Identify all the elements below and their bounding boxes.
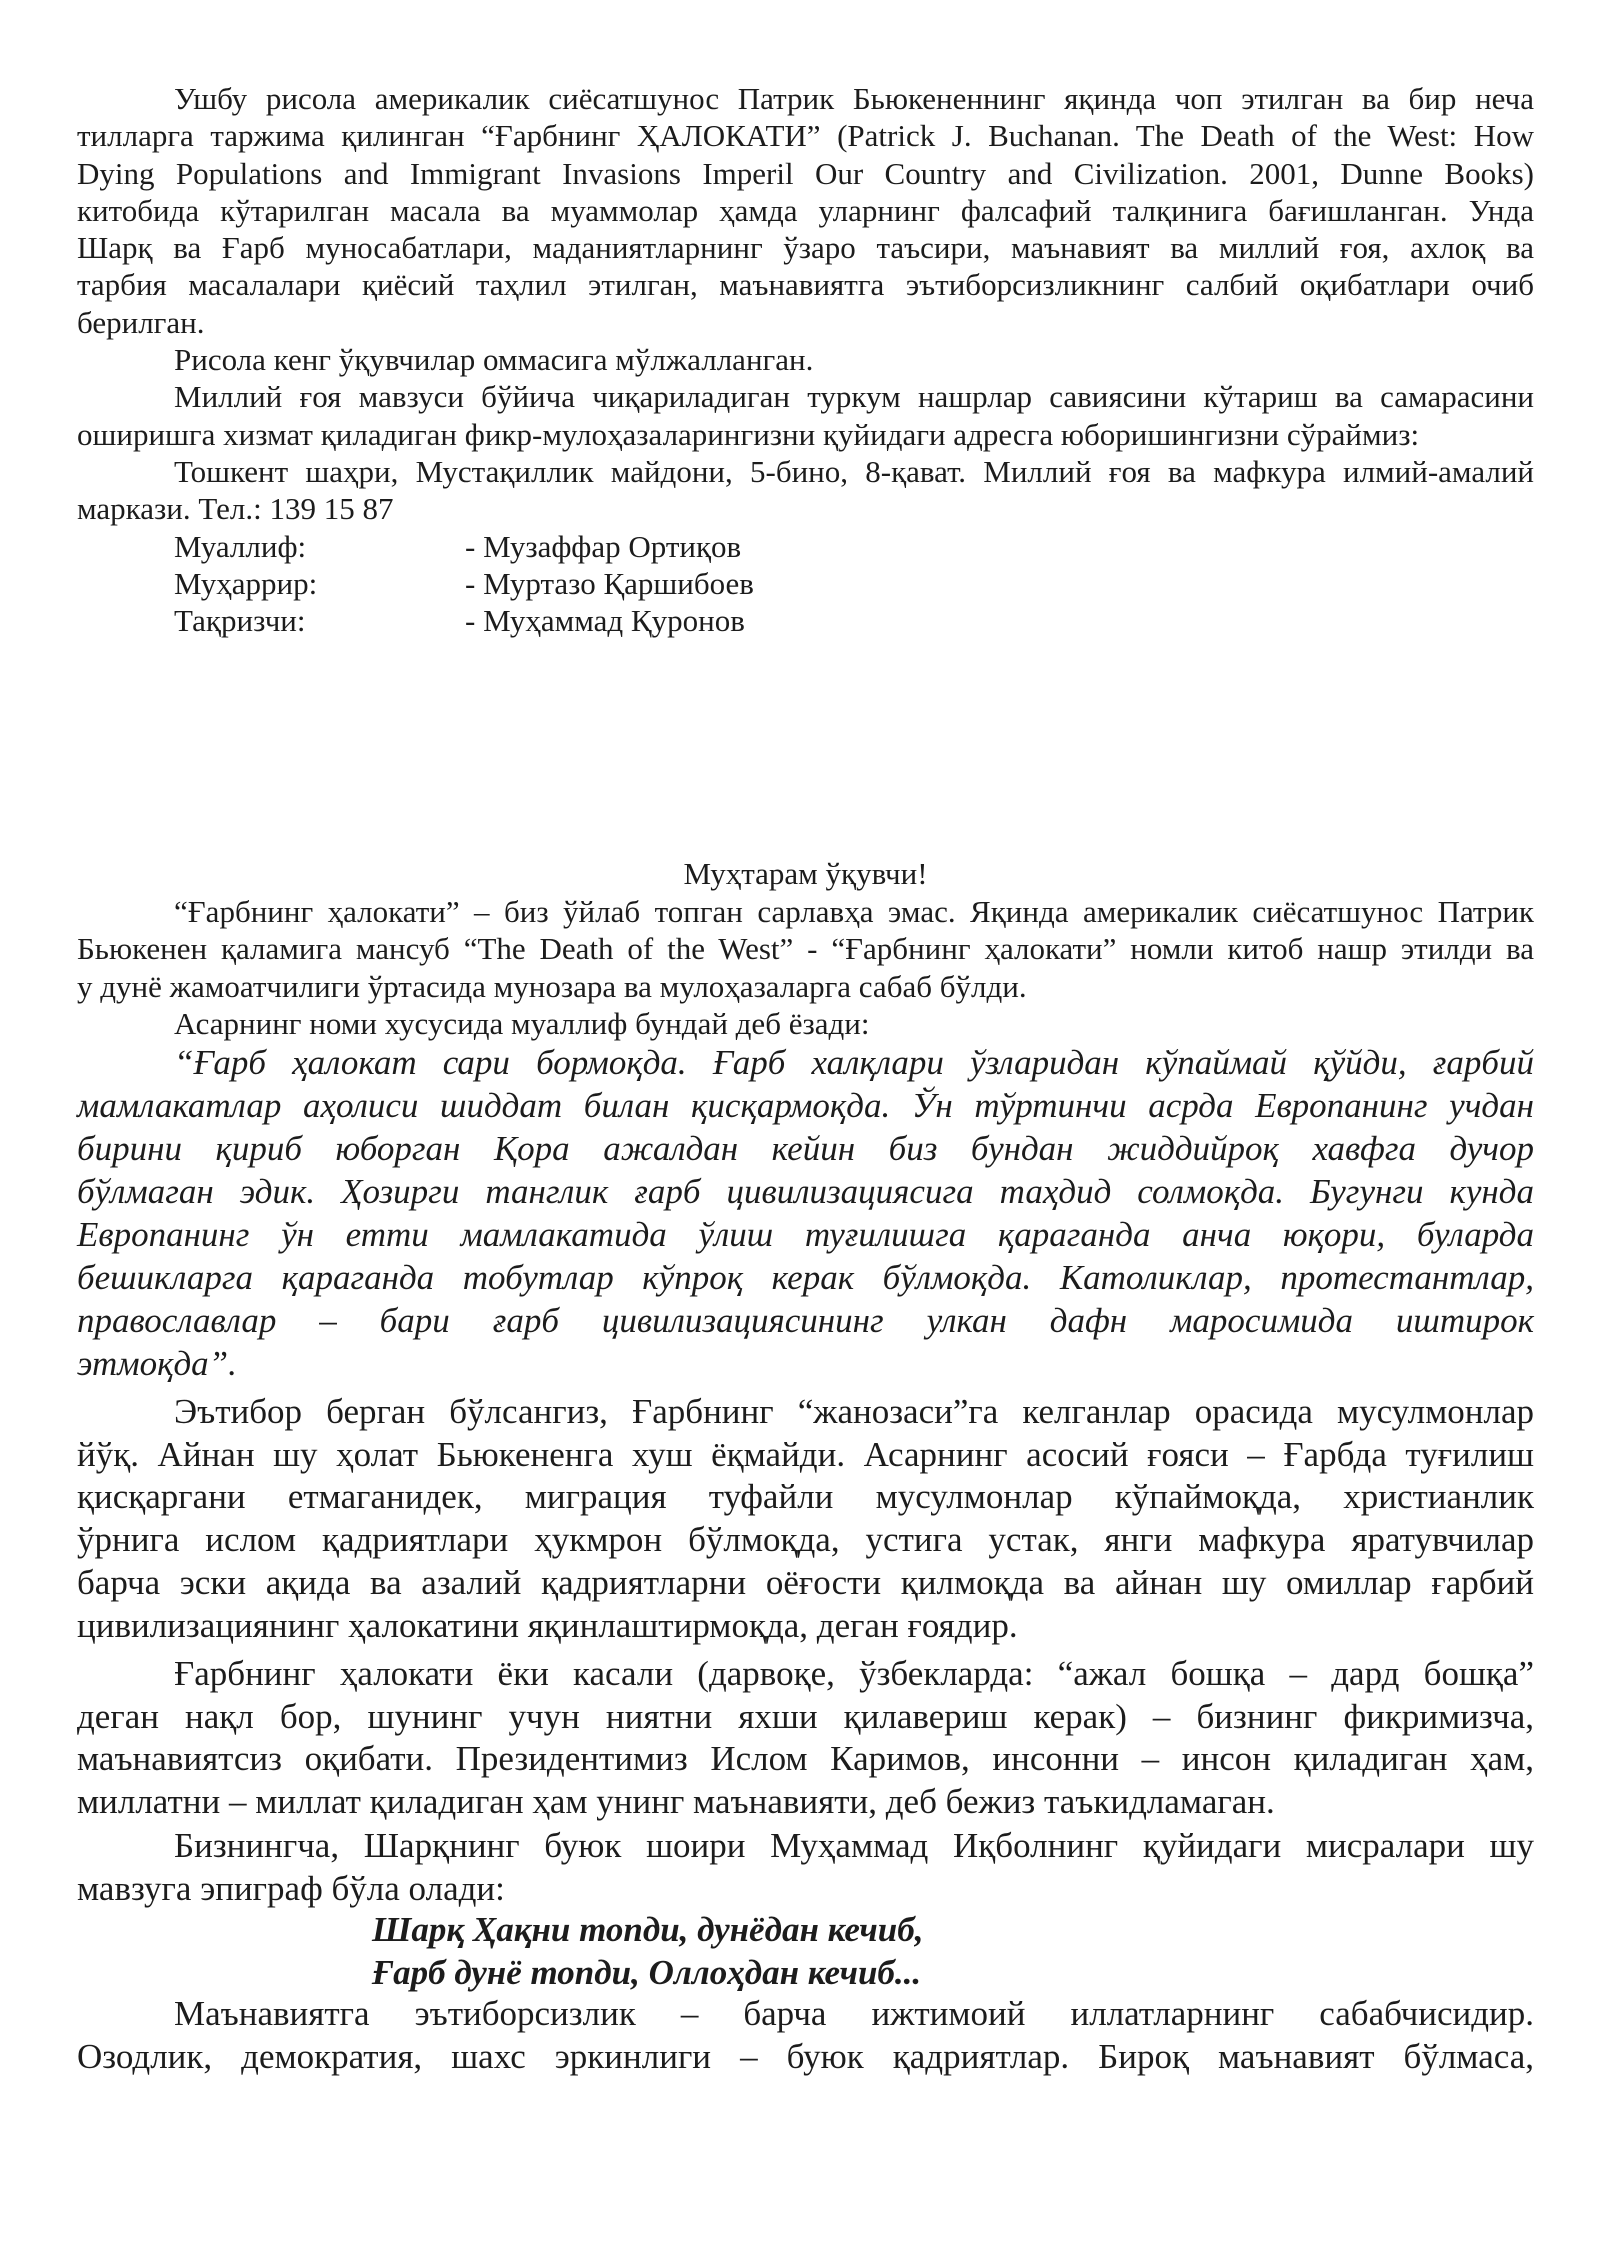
commentary-line: қисқаргани етмаганидек, миграция туфайли мусулмонлар кўпаймоқда, христианлик	[77, 1477, 1534, 1517]
commentary-line: Эътибор берган бўлсангиз, Ғарбнинг “жанозаси”га келганлар орасида мусулмонлар	[174, 1392, 1534, 1431]
commentary-line: ўрнига ислом қадриятлари ҳукмрон бўлмоқда, устига устак, янги мафкура яратувчилар	[77, 1520, 1534, 1560]
epigraph-verse-line: Шарқ Ҳақни топди, дунёдан кечиб,	[372, 1910, 924, 1949]
closing-line: Озодлик, демократия, шахс эркинлиги – буюк қадриятлар. Бироқ маънавият бўлмаса,	[77, 2036, 1534, 2076]
epigraph-verse-line: Ғарб дунё топди, Оллоҳдан кечиб...	[372, 1952, 922, 1992]
abstract-line: Шарқ ва Ғарб муносабатлари, маданиятларнинг ўзаро таъсири, маънавият ва миллий ғоя, ахлоқ ва	[77, 230, 1534, 266]
quote-line: бешикларга қараганда тобутлар кўпроқ керак бўлмоқда. Католиклар, протестантлар,	[77, 1258, 1534, 1297]
address-line: Тошкент шаҳри, Мустақиллик майдони, 5-бино, 8-қават. Миллий ғоя ва мафкура илмий-амалий	[174, 453, 1534, 489]
epigraph-lead-line: мавзуга эпиграф бўла олади:	[77, 1868, 505, 1908]
credit-name: - Музаффар Ортиқов	[465, 528, 742, 564]
feedback-paragraph	[77, 378, 1534, 453]
quote-line: бўлмаган эдик. Ҳозирги танглик ғарб цивилизациясига таҳдид солмоқда. Бугунги кунда	[77, 1172, 1534, 1211]
quote-line: православлар – бари ғарб цивилизациясининг улкан дафн маросимида иштирок	[77, 1301, 1534, 1340]
diagnosis-line: маънавиятсиз оқибати. Президентимиз Ислом Каримов, инсонни – инсон қиладиган ҳам,	[77, 1739, 1534, 1779]
abstract-paragraph	[77, 80, 1534, 341]
credit-role: Муаллиф:	[174, 528, 307, 564]
quote-line: мамлакатлар аҳолиси шиддат билан қисқармоқда. Ўн тўртинчи асрда Европанинг учдан	[77, 1086, 1534, 1125]
credit-role: Муҳаррир:	[174, 565, 318, 601]
address-line: маркази. Тел.: 139 15 87	[77, 491, 394, 527]
quote-line: этмоқда”.	[77, 1344, 237, 1383]
intro-line: у дунё жамоатчилиги ўртасида мунозара ва мулоҳазаларга сабаб бўлди.	[77, 968, 1027, 1004]
address-paragraph	[77, 453, 1534, 528]
intro-line: Бьюкенен қаламига мансуб “The Death of the West” - “Ғарбнинг ҳалокати” номли китоб нашр этилди ва	[77, 931, 1534, 966]
preface-heading: Муҳтарам ўқувчи!	[683, 856, 928, 891]
intro-line: “Ғарбнинг ҳалокати” – биз ўйлаб топган сарлавҳа эмас. Яқинда америкалик сиёсатшунос Патрик	[174, 893, 1534, 929]
feedback-line: Миллий ғоя мавзуси бўйича чиқариладиган туркум нашрлар савиясини кўтариш ва самарасини	[174, 379, 1534, 415]
credit-name: - Муҳаммад Қуронов	[465, 603, 745, 639]
abstract-line: Ушбу рисола америкалик сиёсатшунос Патрик Бьюкененнинг яқинда чоп этилган ва бир неча	[174, 81, 1534, 116]
diagnosis-line: деган нақл бор, шунинг учун ниятни яхши қилавериш керак) – бизнинг фикримизча,	[77, 1696, 1534, 1736]
epigraph-lead-line: Бизнингча, Шарқнинг буюк шоири Муҳаммад Иқболнинг қуйидаги мисралари шу	[174, 1826, 1534, 1865]
abstract-line: тарбия масалалари қиёсий таҳлил этилган, маънавиятга эътиборсизликнинг салбий оқибатлари очиб	[77, 267, 1534, 303]
quote-line: бирини қириб юборган Қора ажалдан кейин биз бундан жиддийроқ хавфга дучор	[77, 1129, 1534, 1168]
diagnosis-line: Ғарбнинг ҳалокати ёки касали (дарвоқе, ўзбекларда: “ажал бошқа – дард бошқа”	[174, 1654, 1534, 1693]
closing-line: Маънавиятга эътиборсизлик – барча ижтимоий иллатларнинг сабабчисидир.	[174, 1994, 1534, 2033]
quote-line: Европанинг ўн етти мамлакатида ўлиш туғилишга қараганда анча юқори, буларда	[77, 1215, 1534, 1254]
epigraph-lead-paragraph	[77, 1825, 1534, 1910]
diagnosis-line: миллатни – миллат қиладиган ҳам унинг маънавияти, деб бежиз таъкидламаган.	[77, 1782, 1275, 1822]
commentary-line: барча эски ақида ва азалий қадриятларни оёғости қилмоқда ва айнан шу омиллар ғарбий	[77, 1562, 1534, 1602]
commentary-line: цивилизациянинг ҳалокатини яқинлаштирмоқда, деган ғоядир.	[77, 1605, 1018, 1645]
preface-intro	[77, 855, 1534, 1043]
commentary-line: йўқ. Айнан шу ҳолат Бьюкененга хуш ёқмайди. Асарнинг асосий ғояси – Ғарбда туғилиш	[77, 1434, 1534, 1474]
intro-paragraph	[77, 893, 1534, 1006]
abstract-line: китобида кўтарилган масала ва муаммолар ҳамда уларнинг фалсафий талқинига бағишланган. Унда	[77, 192, 1534, 228]
quote-lead: Асарнинг номи хусусида муаллиф бундай деб ёзади:	[174, 1006, 870, 1041]
abstract-line: тилларга таржима қилинган “Ғарбнинг ҲАЛОКАТИ” (Patrick J. Buchanan. The Death of the West: How	[77, 118, 1534, 154]
abstract-line: Dying Populations and Immigrant Invasions Imperil Our Country and Civilization. 2001, Dunne Books)	[77, 155, 1534, 191]
commentary-paragraph	[77, 1391, 1534, 1647]
credit-row-author	[77, 528, 1534, 565]
credit-role: Тақризчи:	[174, 603, 306, 639]
quote-line: “Ғарб ҳалокат сари бормоқда. Ғарб халқлари ўзларидан кўпаймай қўйди, ғарбий	[174, 1043, 1534, 1082]
diagnosis-paragraph	[77, 1653, 1534, 1824]
front-matter	[77, 80, 1534, 639]
epigraph-verse	[77, 1909, 1534, 1994]
credit-row-reviewer	[77, 602, 1534, 639]
closing-paragraph	[77, 1993, 1534, 2078]
author-quote	[77, 1041, 1534, 1385]
audience-note: Рисола кенг ўқувчилар оммасига мўлжалланган.	[174, 342, 814, 378]
credit-row-editor	[77, 565, 1534, 602]
credits-list	[77, 528, 1534, 640]
feedback-line: оширишга хизмат қиладиган фикр-мулоҳазаларингизни қуйидаги адресга юборишингизни сўраймиз:	[77, 416, 1420, 452]
abstract-line: берилган.	[77, 304, 205, 340]
credit-name: - Муртазо Қаршибоев	[465, 565, 754, 601]
